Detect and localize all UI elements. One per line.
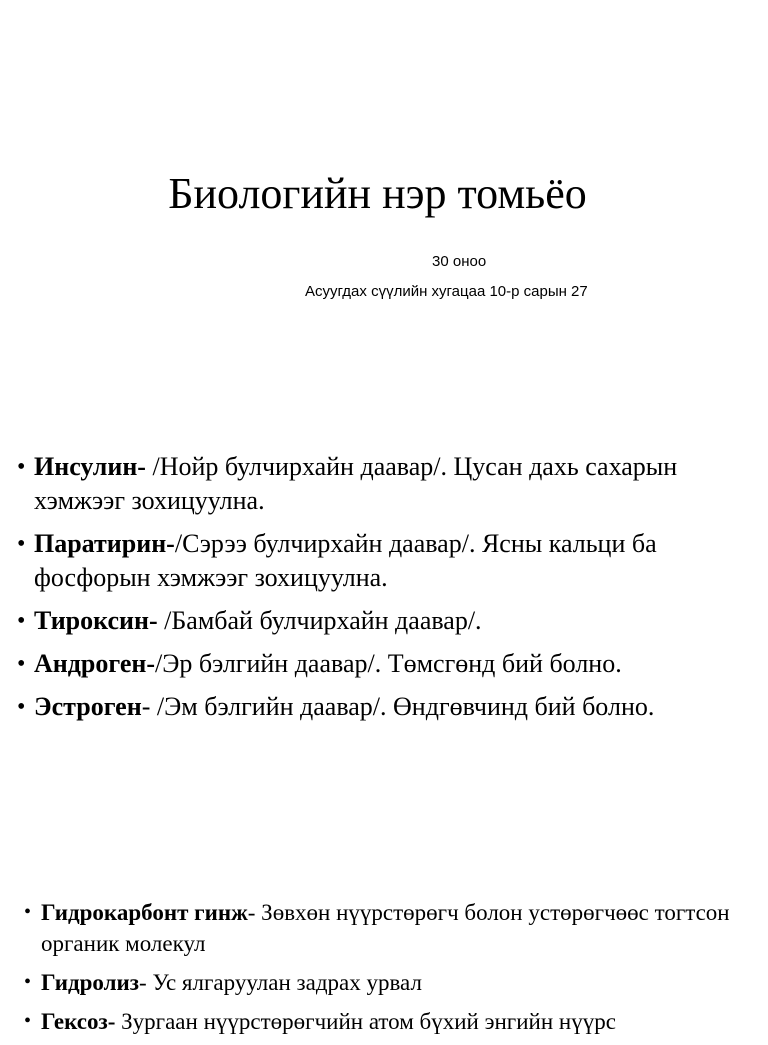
hormone-term-list: [17, 450, 767, 733]
bullet-icon: •: [17, 454, 26, 480]
term-definition: /Сэрээ булчирхайн даавар/. Ясны кальци ба фосфорын хэмжээг зохицуулна.: [34, 529, 657, 592]
term-name: Тироксин-: [34, 606, 158, 635]
list-item: [17, 690, 767, 724]
bullet-icon: •: [24, 901, 32, 923]
term-name: Гидролиз: [41, 970, 140, 995]
bullet-icon: •: [17, 651, 26, 677]
term-name: Паратирин-: [34, 529, 175, 558]
term-definition: Зургаан нүүрстөрөгчийн атом бүхий энгийн нүүрс: [115, 1009, 616, 1034]
term-name: Эстроген: [34, 692, 142, 721]
term-name: Гидрокарбонт гинж: [41, 900, 248, 925]
points-text: 30 оноо: [432, 253, 487, 270]
term-name: Инсулин-: [34, 452, 146, 481]
bullet-icon: •: [24, 1010, 32, 1032]
bullet-icon: •: [24, 971, 32, 993]
list-item: [24, 1006, 768, 1037]
term-definition: - /Эм бэлгийн даавар/. Өндгөвчинд бий болно.: [141, 692, 655, 721]
term-definition: /Нойр булчирхайн даавар/. Цусан дахь сахарын хэмжээг зохицуулна.: [34, 452, 678, 515]
chemistry-term-list: [24, 897, 768, 1045]
slide-title: Биологийн нэр томьёо: [168, 169, 587, 218]
term-name: Гексоз-: [41, 1009, 116, 1034]
list-item: [24, 967, 768, 998]
term-definition: /Бамбай булчирхайн даавар/.: [157, 606, 482, 635]
list-item: [17, 527, 767, 595]
term-definition: /Эр бэлгийн даавар/. Төмсгөнд бий болно.: [155, 649, 622, 678]
list-item: [24, 897, 768, 959]
bullet-icon: •: [17, 694, 26, 720]
bullet-icon: •: [17, 531, 26, 557]
term-definition: - Ус ялгаруулан задрах урвал: [139, 970, 422, 995]
deadline-text: Асуугдах сүүлийн хугацаа 10-р сарын 27: [305, 283, 588, 300]
term-definition: - Зөвхөн нүүрстөрөгч болон устөрөгчөөс тогтсон органик молекул: [41, 900, 730, 956]
bullet-icon: •: [17, 608, 26, 634]
list-item: [17, 647, 767, 681]
list-item: [17, 604, 767, 638]
list-item: [17, 450, 767, 518]
term-name: Андроген-: [34, 649, 156, 678]
